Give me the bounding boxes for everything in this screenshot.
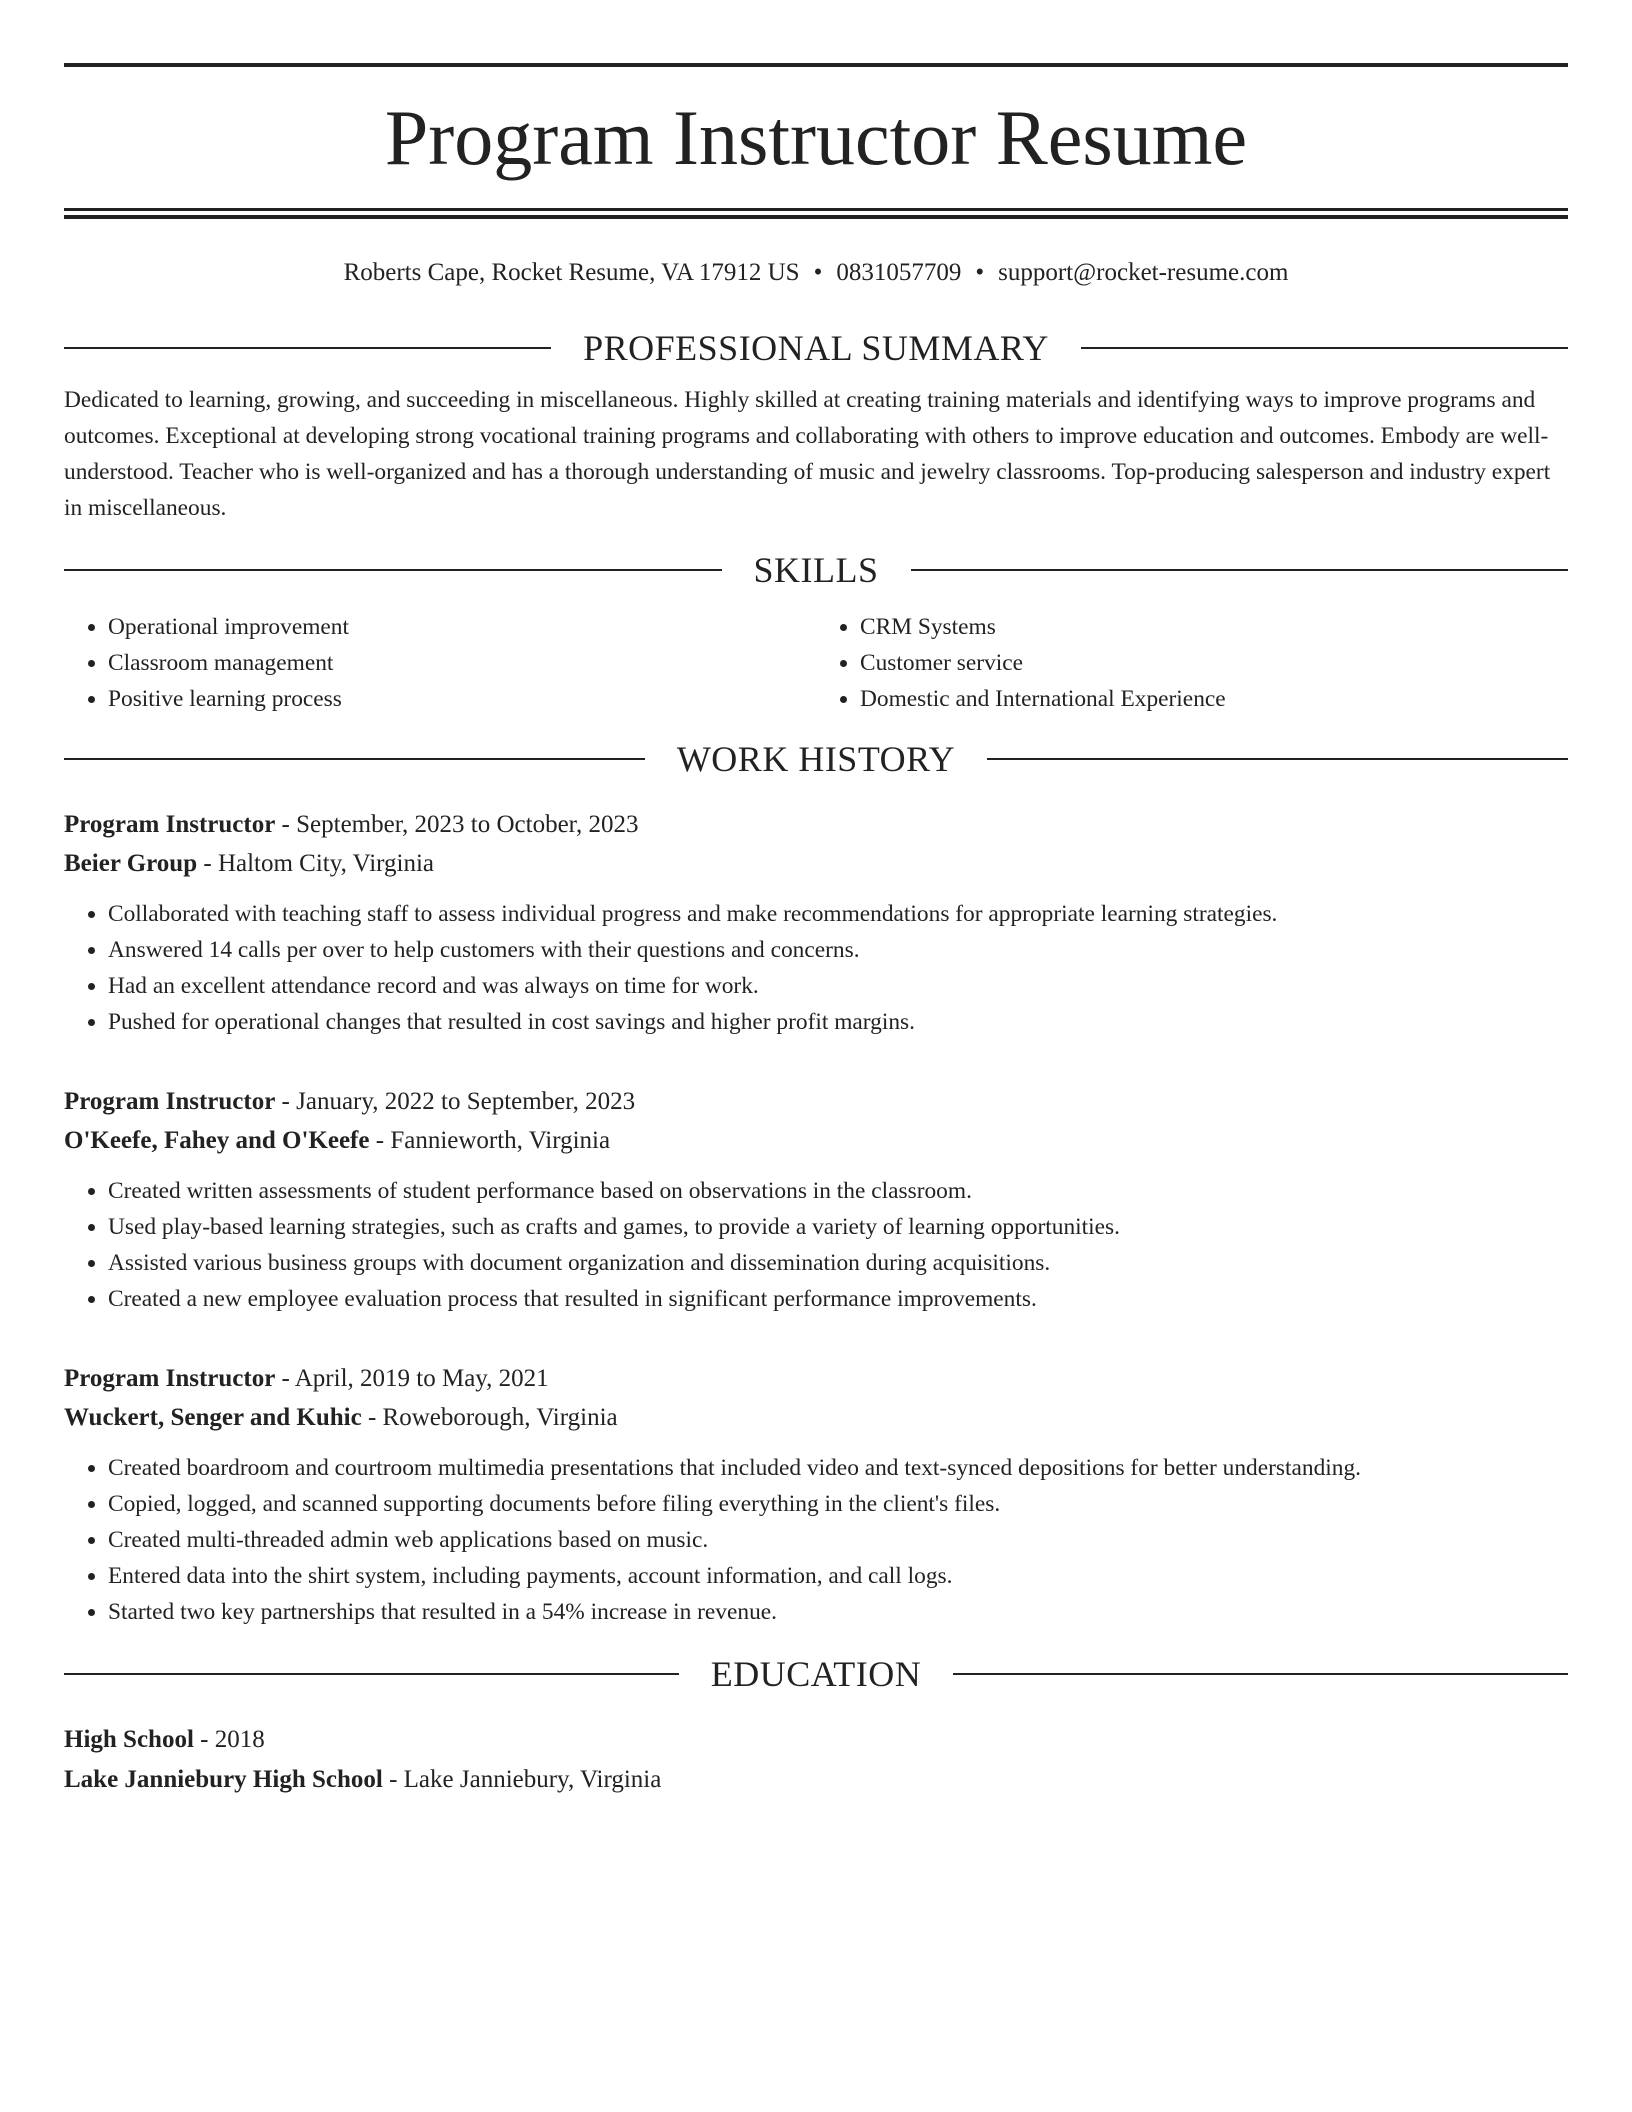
section-title: PROFESSIONAL SUMMARY [583, 328, 1049, 368]
contact-line [64, 256, 1568, 290]
job-title: Program Instructor [64, 1365, 276, 1392]
skills-column-left [64, 609, 816, 717]
job-bullet: • Created boardroom and courtroom multimedia presentations that included video and text-synced depositions for better understanding. [108, 1450, 1568, 1486]
contact-address: Roberts Cape, Rocket Resume, VA 17912 US [343, 259, 800, 286]
skills-column-right [816, 609, 1568, 717]
job-title: Program Instructor [64, 811, 276, 838]
heading-rule [64, 1673, 679, 1675]
heading-rule [64, 347, 551, 349]
job-bullet: • Had an excellent attendance record and was always on time for work. [108, 968, 1568, 1004]
skill-item: • Classroom management [108, 645, 816, 681]
education-entry [64, 1720, 1568, 1800]
job-bullet: • Copied, logged, and scanned supporting documents before filing everything in the client's files. [108, 1486, 1568, 1522]
heading-rule [953, 1673, 1568, 1675]
dash: - [275, 1365, 295, 1392]
skills-list [64, 609, 1568, 717]
heading-rule [64, 758, 645, 760]
skill-item: • CRM Systems [860, 609, 1568, 645]
job-dates: April, 2019 to May, 2021 [294, 1365, 549, 1392]
job-company: Wuckert, Senger and Kuhic [64, 1404, 362, 1431]
section-heading-skills [64, 548, 1568, 592]
section-heading-education [64, 1652, 1568, 1696]
job-bullet: • Entered data into the shirt system, including payments, account information, and call logs. [108, 1558, 1568, 1594]
job-bullet: • Started two key partnerships that resulted in a 54% increase in revenue. [108, 1594, 1568, 1630]
education-school: Lake Janniebury High School [64, 1766, 383, 1793]
education-degree-line [64, 1720, 1568, 1760]
contact-email: support@rocket-resume.com [998, 259, 1289, 286]
job-bullet: • Assisted various business groups with document organization and dissemination during acquisitions. [108, 1245, 1568, 1281]
job-bullets [64, 896, 1568, 1040]
job-company: O'Keefe, Fahey and O'Keefe [64, 1127, 370, 1154]
job-company-line [64, 1121, 1568, 1160]
job-bullet: • Answered 14 calls per over to help customers with their questions and concerns. [108, 932, 1568, 968]
heading-rule [987, 758, 1568, 760]
education-school-line [64, 1760, 1568, 1800]
job-entry [64, 1082, 1568, 1317]
section-title: WORK HISTORY [676, 739, 956, 779]
education-degree: High School [64, 1726, 194, 1753]
job-title-line [64, 805, 1568, 844]
job-location: Haltom City, Virginia [217, 850, 435, 877]
job-dates: September, 2023 to October, 2023 [296, 811, 639, 838]
job-company-line [64, 1398, 1568, 1437]
skill-item: • Positive learning process [108, 681, 816, 717]
job-bullet: • Created multi-threaded admin web applications based on music. [108, 1522, 1568, 1558]
job-company: Beier Group [64, 850, 198, 877]
contact-phone: 0831057709 [836, 259, 962, 286]
section-title: SKILLS [753, 550, 879, 590]
job-entry [64, 1359, 1568, 1630]
job-bullet: • Used play-based learning strategies, such as crafts and games, to provide a variety of learning opportunities. [108, 1209, 1568, 1245]
section-heading-work [64, 737, 1568, 781]
job-bullet: • Created a new employee evaluation process that resulted in significant performance improvements. [108, 1281, 1568, 1317]
education-location: Lake Janniebury, Virginia [403, 1766, 662, 1793]
dash: - [361, 1404, 383, 1431]
dash: - [275, 1088, 297, 1115]
page-title: Program Instructor Resume [384, 94, 1248, 181]
job-title: Program Instructor [64, 1088, 276, 1115]
job-company-line [64, 844, 1568, 883]
job-bullet: • Pushed for operational changes that resulted in cost savings and higher profit margins. [108, 1004, 1568, 1040]
dash: - [369, 1127, 391, 1154]
dash: - [382, 1766, 404, 1793]
job-location: Fannieworth, Virginia [390, 1127, 611, 1154]
title-double-rule [64, 208, 1568, 219]
job-bullet: • Created written assessments of student performance based on observations in the classroom. [108, 1173, 1568, 1209]
dash: - [275, 811, 297, 838]
section-title: EDUCATION [710, 1654, 922, 1694]
job-title-line [64, 1082, 1568, 1121]
job-entry [64, 805, 1568, 1040]
job-bullets [64, 1450, 1568, 1630]
skill-item: • Domestic and International Experience [860, 681, 1568, 717]
heading-rule [1081, 347, 1568, 349]
job-dates: January, 2022 to September, 2023 [296, 1088, 636, 1115]
dash: - [197, 850, 218, 877]
dash: - [193, 1726, 215, 1753]
summary-text: Dedicated to learning, growing, and succeeding in miscellaneous. Highly skilled at creating training materials and identifying ways to improve programs and outcomes. Exceptional at developing strong vocational training programs and collaborating with others to improve education and outcomes. Embody are well-understood. Teacher who is well-organized and has a thorough understanding of music and jewelry classrooms. Top-producing salesperson and industry expert in miscellaneous. [64, 387, 1551, 521]
job-location: Roweborough, Virginia [382, 1404, 618, 1431]
heading-rule [911, 569, 1569, 571]
heading-rule [64, 569, 722, 571]
contact-separator: • [813, 259, 823, 286]
job-bullets [64, 1173, 1568, 1317]
job-title-line [64, 1359, 1568, 1398]
skill-item: • Customer service [860, 645, 1568, 681]
contact-separator: • [975, 259, 985, 286]
education-year: 2018 [214, 1726, 265, 1753]
section-heading-summary [64, 326, 1568, 370]
skill-item: • Operational improvement [108, 609, 816, 645]
job-bullet: • Collaborated with teaching staff to assess individual progress and make recommendations for appropriate learning strategies. [108, 896, 1568, 932]
